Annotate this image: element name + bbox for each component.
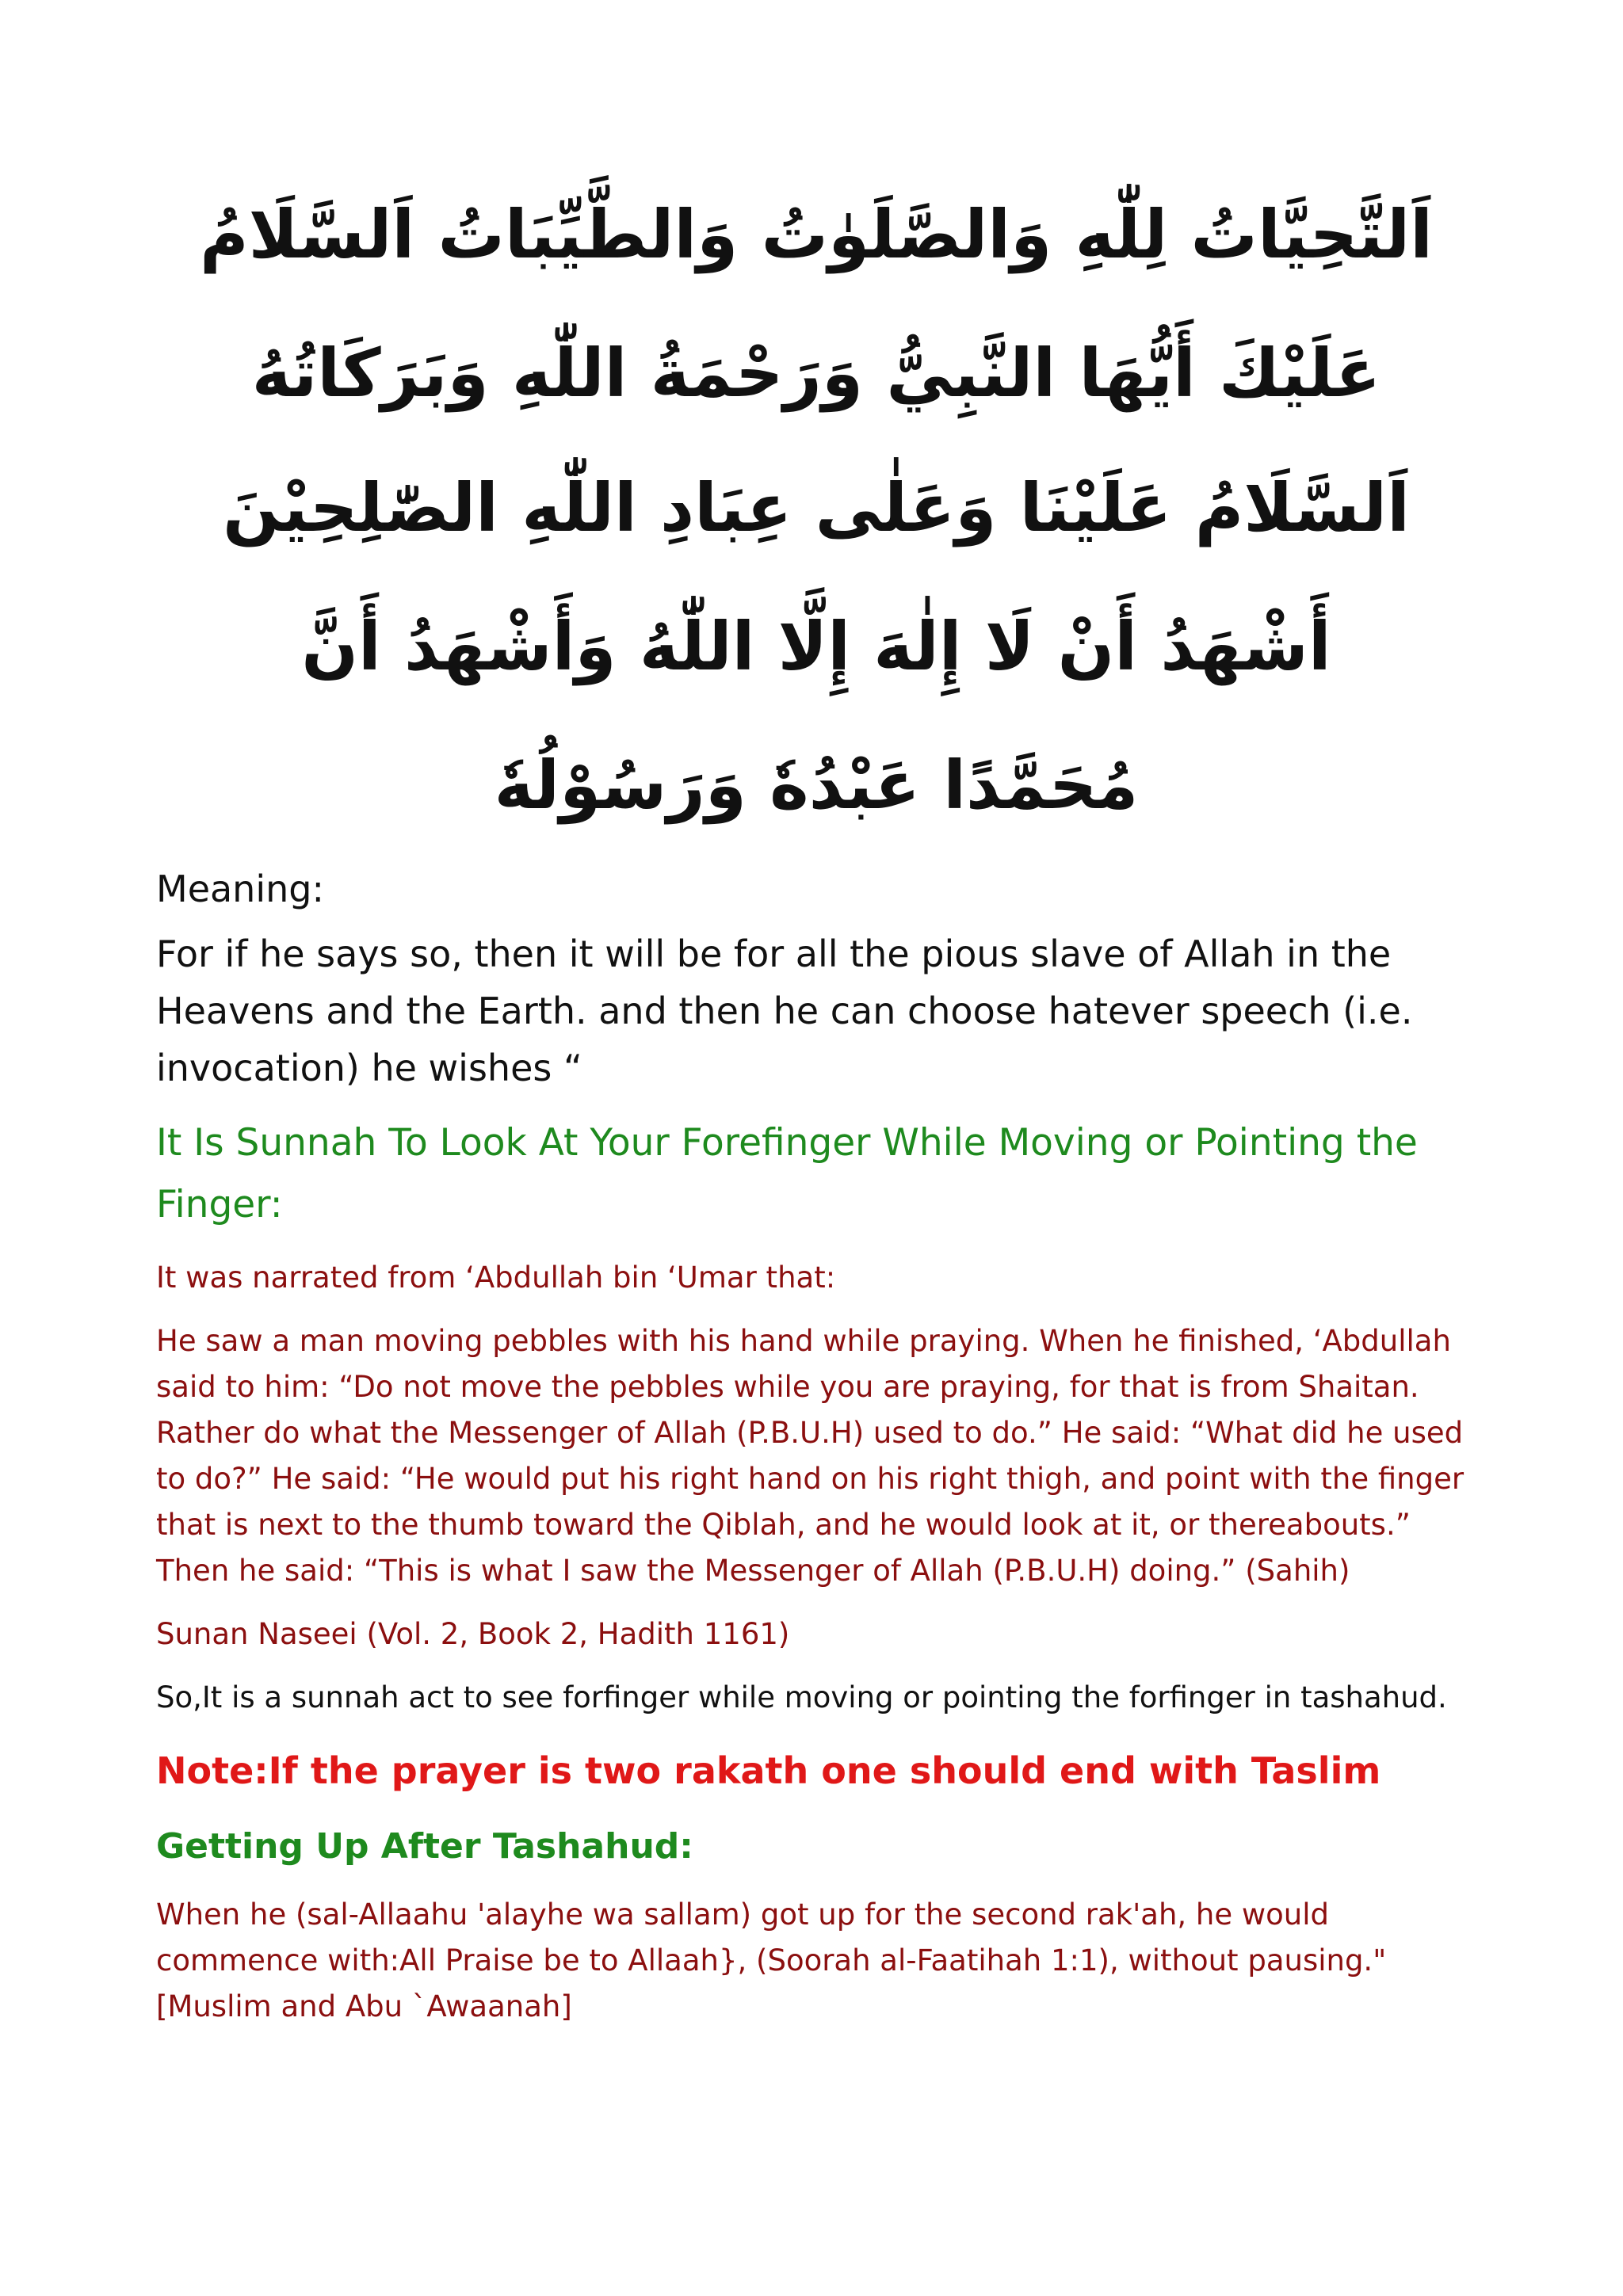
getting-up-text: When he (sal-Allaahu 'alayhe wa sallam) got up for the second rak'ah, he would commence with:All Praise be to Allaah}, (Soorah al-Faatihah 1:1), without pausing." [Muslim and Abu `Awaanah] — [156, 1897, 1387, 2023]
narration-intro: It was narrated from ‘Abdullah bin ‘Umar that: — [156, 1261, 836, 1295]
meaning-label: Meaning: — [156, 868, 324, 910]
note-two-rakath: Note:If the prayer is two rakath one should end with Taslim — [156, 1749, 1381, 1792]
section-heading-forefinger: It Is Sunnah To Look At Your Forefinger While Moving or Pointing the Finger: — [156, 1121, 1418, 1226]
conclusion-text: So,It is a sunnah act to see forfinger while moving or pointing the forfinger in tashahud. — [156, 1680, 1447, 1714]
arabic-text-svg — [200, 174, 1433, 856]
arabic-line-5: مُحَمَّدًا عَبْدُهٗ وَرَسُوْلُهٗ — [494, 746, 1139, 824]
arabic-line-3: اَلسَّلَامُ عَلَيْنَا وَعَلٰى عِبَادِ اللّٰهِ الصّٰلِحِيْنَ — [223, 469, 1410, 547]
hadith-text: He saw a man moving pebbles with his hand while praying. When he finished, ‘Abdullah said to him: “Do not move the pebbles while you are praying, for that is from Shaitan. Rather do what the Messenger of Allah (P.B.U.H) used to do.” He said: “What did he used to do?” He said: “He would put his right hand on his right thigh, and point with the finger that is next to the thumb toward the Qiblah, and he would look at it, or thereabouts.” Then he said: “This is what I saw the Messenger of Allah (P.B.U.H) doing.” (Sahih) — [156, 1324, 1465, 1588]
document-body — [156, 864, 1487, 2047]
hadith-source: Sunan Naseei (Vol. 2, Book 2, Hadith 1161) — [156, 1617, 790, 1651]
arabic-line-2: عَلَيْكَ أَيُّهَا النَّبِيُّ وَرَحْمَةُ اللّٰهِ وَبَرَكَاتُهُ — [251, 334, 1381, 412]
section-heading-getting-up: Getting Up After Tashahud: — [156, 1826, 693, 1867]
arabic-line-4: أَشْهَدُ أَنْ لَا إِلٰهَ إِلَّا اللّٰهُ وَأَشْهَدُ أَنَّ — [301, 608, 1331, 685]
tashahhud-arabic-text-image — [200, 174, 1433, 856]
arabic-line-1: اَلتَّحِيَّاتُ لِلّٰهِ وَالصَّلَوٰتُ وَالطَّيِّبَاتُ اَلسَّلَامُ — [200, 196, 1433, 273]
meaning-text: For if he says so, then it will be for all the pious slave of Allah in the Heavens and the Earth. and then he can choose hatever speech (i.e. invocation) he wishes “ — [156, 933, 1413, 1089]
